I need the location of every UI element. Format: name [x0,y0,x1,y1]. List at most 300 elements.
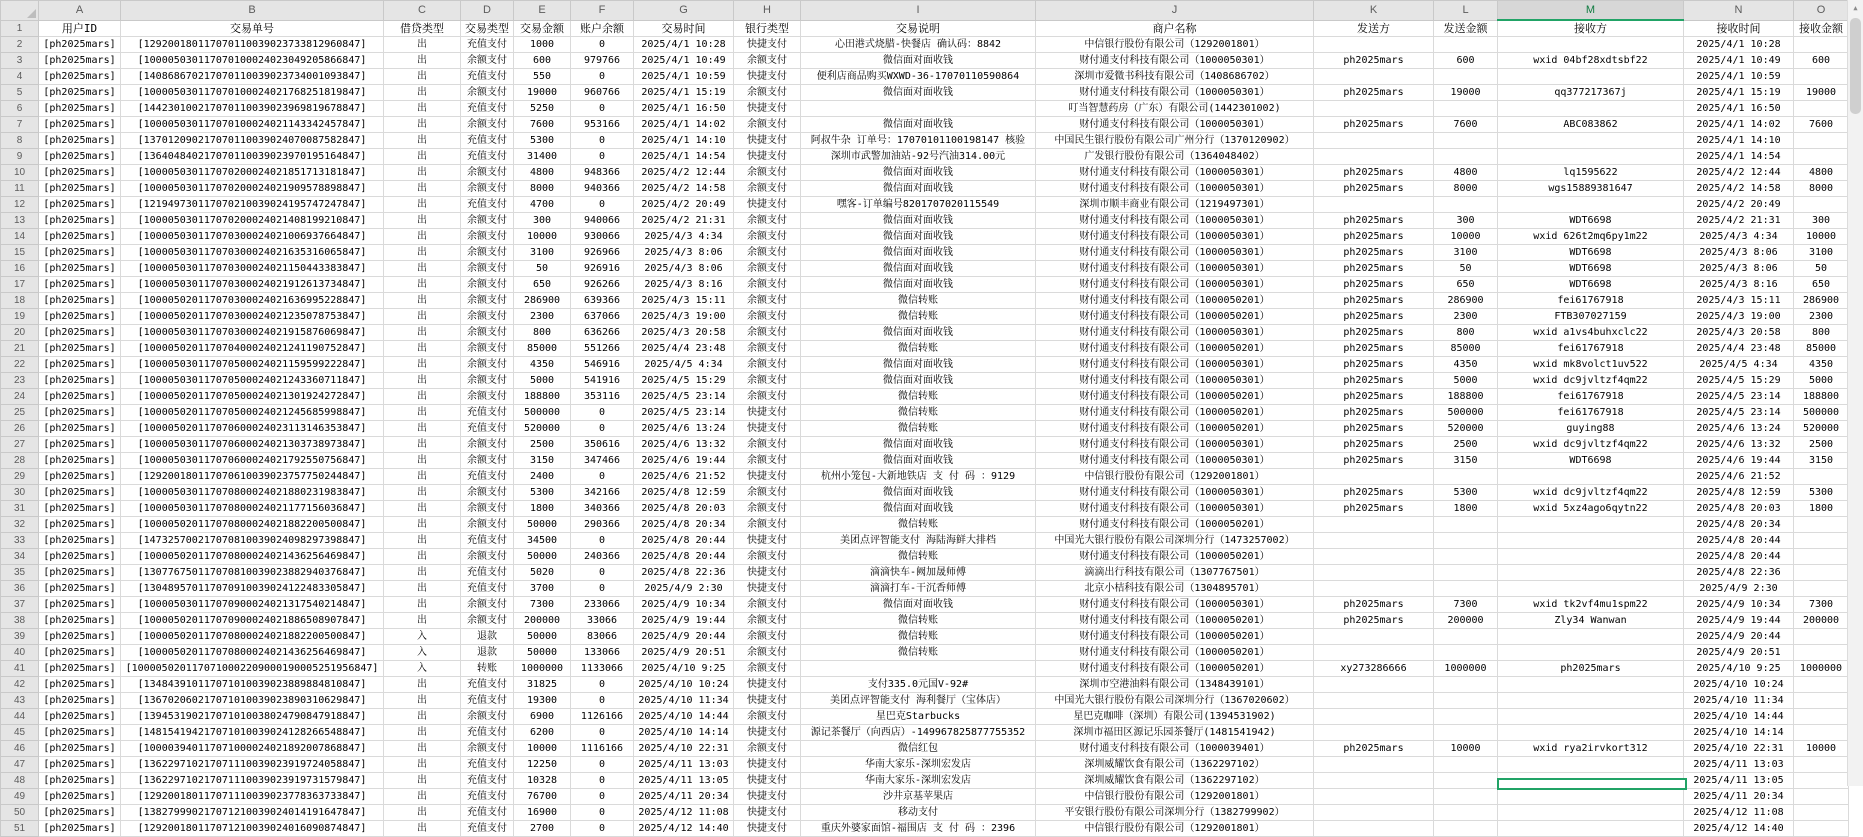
cell-I[interactable]: 微信面对面收钱 [801,597,1036,613]
row-header-32[interactable]: 32 [1,517,39,533]
cell-F[interactable]: 0 [571,693,634,709]
cell-J[interactable]: 财付通支付科技有限公司（1000050301） [1036,181,1314,197]
cell-J[interactable]: 财付通支付科技有限公司（1000050301） [1036,373,1314,389]
cell-K[interactable]: ph2025mars [1314,293,1434,309]
row-header-6[interactable]: 6 [1,101,39,117]
cell-B[interactable]: [129200180117070610039023757750244847] [121,469,384,485]
cell-H[interactable]: 快捷支付 [734,421,801,437]
cell-I[interactable]: 微信转账 [801,293,1036,309]
cell-I[interactable]: 深圳市武警加油站-92号汽油314.00元 [801,149,1036,165]
cell-C[interactable]: 出 [384,597,461,613]
cell-B[interactable]: [100005030117070300024021006937664847] [121,229,384,245]
cell-G[interactable]: 2025/4/11 13:03 [634,757,734,773]
cell-F[interactable]: 0 [571,101,634,117]
cell-F[interactable]: 83066 [571,629,634,645]
cell-M[interactable] [1498,757,1684,773]
cell-C[interactable]: 出 [384,613,461,629]
cell-H[interactable]: 余额支付 [734,517,801,533]
row-header-12[interactable]: 12 [1,197,39,213]
cell-N[interactable]: 2025/4/10 14:44 [1684,709,1794,725]
cell-C[interactable]: 出 [384,469,461,485]
cell-F[interactable]: 953166 [571,117,634,133]
col-header-D[interactable]: D [461,1,514,21]
row-header-30[interactable]: 30 [1,485,39,501]
cell-H[interactable]: 余额支付 [734,485,801,501]
cell-L[interactable]: 发送金额 [1434,20,1498,37]
cell-B[interactable]: [100005030117070500024021159599222847] [121,357,384,373]
cell-G[interactable]: 2025/4/11 13:05 [634,773,734,789]
cell-J[interactable]: 财付通支付科技有限公司（1000050201） [1036,645,1314,661]
cell-N[interactable]: 2025/4/1 16:50 [1684,101,1794,117]
cell-D[interactable]: 余额支付 [461,597,514,613]
cell-N[interactable]: 2025/4/10 22:31 [1684,741,1794,757]
cell-K[interactable] [1314,581,1434,597]
cell-M[interactable] [1498,149,1684,165]
cell-O[interactable]: 1800 [1794,501,1849,517]
cell-K[interactable] [1314,133,1434,149]
cell-F[interactable]: 541916 [571,373,634,389]
cell-O[interactable] [1794,517,1849,533]
cell-M[interactable]: wxid 626t2mq6py1m22 [1498,229,1684,245]
cell-I[interactable]: 微信面对面收钱 [801,165,1036,181]
cell-I[interactable]: 微信转账 [801,309,1036,325]
cell-N[interactable]: 2025/4/10 9:25 [1684,661,1794,677]
cell-A[interactable]: [ph2025mars] [39,165,121,181]
cell-I[interactable]: 便利店商品购买WXWD-36-17070110590864 [801,69,1036,85]
cell-N[interactable]: 2025/4/8 12:59 [1684,485,1794,501]
cell-M[interactable]: wxid tk2vf4mu1spm22 [1498,597,1684,613]
cell-H[interactable]: 余额支付 [734,549,801,565]
cell-O[interactable]: 650 [1794,277,1849,293]
cell-G[interactable]: 2025/4/1 14:54 [634,149,734,165]
cell-D[interactable]: 余额支付 [461,613,514,629]
cell-D[interactable]: 余额支付 [461,549,514,565]
cell-H[interactable]: 银行类型 [734,20,801,37]
cell-D[interactable]: 充值支付 [461,149,514,165]
cell-I[interactable]: 移动支付 [801,805,1036,821]
cell-F[interactable]: 551266 [571,341,634,357]
cell-N[interactable]: 2025/4/6 13:32 [1684,437,1794,453]
cell-N[interactable]: 2025/4/11 13:03 [1684,757,1794,773]
cell-D[interactable]: 余额支付 [461,85,514,101]
cell-E[interactable]: 3700 [514,581,571,597]
cell-I[interactable]: 微信面对面收钱 [801,213,1036,229]
cell-D[interactable]: 余额支付 [461,309,514,325]
cell-A[interactable]: [ph2025mars] [39,741,121,757]
row-header-41[interactable]: 41 [1,661,39,677]
cell-O[interactable] [1794,133,1849,149]
cell-L[interactable] [1434,565,1498,581]
cell-H[interactable]: 余额支付 [734,261,801,277]
cell-D[interactable]: 充值支付 [461,821,514,837]
cell-O[interactable]: 1000000 [1794,661,1849,677]
cell-O[interactable] [1794,677,1849,693]
cell-F[interactable]: 926966 [571,245,634,261]
cell-K[interactable] [1314,789,1434,805]
cell-N[interactable]: 接收时间 [1684,20,1794,37]
cell-I[interactable]: 微信面对面收钱 [801,485,1036,501]
row-header-29[interactable]: 29 [1,469,39,485]
cell-J[interactable]: 财付通支付科技有限公司（1000050201） [1036,405,1314,421]
cell-B[interactable]: [100005030117070100024021768251819847] [121,85,384,101]
scrollbar-thumb[interactable] [1850,18,1861,114]
cell-M[interactable] [1498,69,1684,85]
row-header-28[interactable]: 28 [1,453,39,469]
cell-C[interactable]: 出 [384,197,461,213]
cell-F[interactable]: 636266 [571,325,634,341]
cell-A[interactable]: [ph2025mars] [39,117,121,133]
cell-H[interactable]: 快捷支付 [734,581,801,597]
cell-K[interactable] [1314,533,1434,549]
cell-E[interactable]: 7600 [514,117,571,133]
cell-F[interactable]: 0 [571,197,634,213]
cell-C[interactable]: 出 [384,789,461,805]
cell-O[interactable] [1794,101,1849,117]
cell-A[interactable]: [ph2025mars] [39,293,121,309]
cell-I[interactable]: 滴滴快车-阙加晟师傅 [801,565,1036,581]
cell-I[interactable]: 微信面对面收钱 [801,229,1036,245]
cell-J[interactable]: 深圳威耀饮食有限公司（1362297102） [1036,773,1314,789]
cell-J[interactable]: 中国民生银行股份有限公司广州分行（1370120902） [1036,133,1314,149]
cell-C[interactable]: 出 [384,709,461,725]
cell-N[interactable]: 2025/4/11 13:05 [1684,773,1794,789]
cell-J[interactable]: 财付通支付科技有限公司（1000050201） [1036,293,1314,309]
cell-G[interactable]: 2025/4/8 20:44 [634,533,734,549]
cell-M[interactable] [1498,821,1684,837]
cell-G[interactable]: 2025/4/3 19:00 [634,309,734,325]
cell-M[interactable]: fei61767918 [1498,405,1684,421]
cell-H[interactable]: 快捷支付 [734,101,801,117]
cell-M[interactable]: lq1595622 [1498,165,1684,181]
cell-M[interactable] [1498,517,1684,533]
cell-K[interactable] [1314,197,1434,213]
cell-O[interactable]: 4800 [1794,165,1849,181]
cell-C[interactable]: 出 [384,53,461,69]
cell-C[interactable]: 出 [384,341,461,357]
cell-I[interactable]: 微信转账 [801,613,1036,629]
cell-I[interactable]: 微信面对面收钱 [801,85,1036,101]
cell-C[interactable]: 出 [384,245,461,261]
cell-C[interactable]: 出 [384,677,461,693]
cell-H[interactable]: 余额支付 [734,245,801,261]
cell-H[interactable]: 余额支付 [734,501,801,517]
cell-K[interactable]: ph2025mars [1314,181,1434,197]
cell-L[interactable] [1434,469,1498,485]
cell-J[interactable]: 财付通支付科技有限公司（1000050201） [1036,661,1314,677]
cell-H[interactable]: 余额支付 [734,357,801,373]
cell-N[interactable]: 2025/4/2 14:58 [1684,181,1794,197]
cell-H[interactable]: 快捷支付 [734,37,801,53]
cell-H[interactable]: 余额支付 [734,597,801,613]
cell-C[interactable]: 出 [384,517,461,533]
cell-D[interactable]: 余额支付 [461,165,514,181]
cell-C[interactable]: 出 [384,357,461,373]
cell-L[interactable]: 5000 [1434,373,1498,389]
row-header-36[interactable]: 36 [1,581,39,597]
col-header-K[interactable]: K [1314,1,1434,21]
cell-O[interactable] [1794,821,1849,837]
cell-C[interactable]: 出 [384,373,461,389]
select-all-corner[interactable] [1,1,39,21]
row-header-18[interactable]: 18 [1,293,39,309]
cell-K[interactable] [1314,37,1434,53]
cell-A[interactable]: [ph2025mars] [39,85,121,101]
cell-J[interactable]: 财付通支付科技有限公司（1000050301） [1036,117,1314,133]
cell-O[interactable]: 接收金额 [1794,20,1849,37]
cell-J[interactable]: 财付通支付科技有限公司（1000050301） [1036,597,1314,613]
col-header-C[interactable]: C [384,1,461,21]
cell-C[interactable]: 出 [384,133,461,149]
cell-L[interactable] [1434,693,1498,709]
cell-M[interactable] [1498,549,1684,565]
cell-L[interactable] [1434,69,1498,85]
cell-I[interactable]: 微信面对面收钱 [801,245,1036,261]
cell-B[interactable]: [147325700217070810039024098297398847] [121,533,384,549]
cell-D[interactable]: 充值支付 [461,565,514,581]
cell-N[interactable]: 2025/4/4 23:48 [1684,341,1794,357]
cell-B[interactable]: [100005030117070300024021635316065847] [121,245,384,261]
cell-O[interactable] [1794,37,1849,53]
cell-C[interactable]: 出 [384,165,461,181]
cell-E[interactable]: 31825 [514,677,571,693]
cell-J[interactable]: 中信银行股份有限公司（1292001801） [1036,821,1314,837]
cell-M[interactable]: wxid dc9jvltzf4qm22 [1498,485,1684,501]
cell-N[interactable]: 2025/4/9 20:51 [1684,645,1794,661]
cell-J[interactable]: 财付通支付科技有限公司（1000050301） [1036,325,1314,341]
cell-N[interactable]: 2025/4/3 15:11 [1684,293,1794,309]
cell-O[interactable] [1794,629,1849,645]
cell-D[interactable]: 余额支付 [461,293,514,309]
cell-O[interactable]: 7600 [1794,117,1849,133]
cell-F[interactable]: 0 [571,773,634,789]
cell-L[interactable]: 2300 [1434,309,1498,325]
row-header-50[interactable]: 50 [1,805,39,821]
cell-G[interactable]: 2025/4/3 8:06 [634,261,734,277]
cell-E[interactable]: 5250 [514,101,571,117]
cell-C[interactable]: 出 [384,549,461,565]
cell-O[interactable] [1794,757,1849,773]
cell-C[interactable]: 借贷类型 [384,20,461,37]
cell-C[interactable]: 出 [384,117,461,133]
cell-J[interactable]: 北京小桔科技有限公司（1304895701） [1036,581,1314,597]
cell-F[interactable]: 639366 [571,293,634,309]
cell-K[interactable]: ph2025mars [1314,485,1434,501]
cell-H[interactable]: 快捷支付 [734,789,801,805]
cell-L[interactable] [1434,709,1498,725]
cell-N[interactable]: 2025/4/5 15:29 [1684,373,1794,389]
cell-B[interactable]: [100005020117070800024021882200500847] [121,629,384,645]
cell-B[interactable]: [100005030117070800024021177156036847] [121,501,384,517]
cell-N[interactable]: 2025/4/6 21:52 [1684,469,1794,485]
cell-A[interactable]: [ph2025mars] [39,277,121,293]
cell-K[interactable] [1314,821,1434,837]
cell-J[interactable]: 财付通支付科技有限公司（1000050301） [1036,85,1314,101]
cell-E[interactable]: 2500 [514,437,571,453]
cell-A[interactable]: [ph2025mars] [39,325,121,341]
cell-D[interactable]: 余额支付 [461,485,514,501]
cell-L[interactable] [1434,533,1498,549]
cell-J[interactable]: 商户名称 [1036,20,1314,37]
row-header-37[interactable]: 37 [1,597,39,613]
row-header-22[interactable]: 22 [1,357,39,373]
cell-F[interactable]: 960766 [571,85,634,101]
cell-G[interactable]: 2025/4/12 14:40 [634,821,734,837]
cell-J[interactable]: 财付通支付科技有限公司（1000050301） [1036,229,1314,245]
cell-A[interactable]: [ph2025mars] [39,629,121,645]
cell-D[interactable]: 充值支付 [461,405,514,421]
cell-J[interactable]: 叮当智慧药房（广东）有限公司(1442301002) [1036,101,1314,117]
cell-K[interactable]: ph2025mars [1314,501,1434,517]
cell-B[interactable]: [100005020117070500024021245685998847] [121,405,384,421]
cell-O[interactable]: 200000 [1794,613,1849,629]
cell-N[interactable]: 2025/4/8 22:36 [1684,565,1794,581]
cell-L[interactable]: 3100 [1434,245,1498,261]
cell-I[interactable]: 微信转账 [801,421,1036,437]
cell-J[interactable]: 财付通支付科技有限公司（1000050301） [1036,437,1314,453]
row-header-44[interactable]: 44 [1,709,39,725]
cell-L[interactable] [1434,757,1498,773]
cell-N[interactable]: 2025/4/12 14:40 [1684,821,1794,837]
cell-N[interactable]: 2025/4/6 19:44 [1684,453,1794,469]
cell-D[interactable]: 充值支付 [461,773,514,789]
cell-L[interactable]: 85000 [1434,341,1498,357]
cell-J[interactable]: 平安银行股份有限公司深圳分行（1382799902） [1036,805,1314,821]
cell-L[interactable]: 50 [1434,261,1498,277]
cell-M[interactable] [1498,805,1684,821]
cell-O[interactable]: 10000 [1794,741,1849,757]
cell-K[interactable] [1314,149,1434,165]
cell-E[interactable]: 50000 [514,517,571,533]
cell-L[interactable]: 500000 [1434,405,1498,421]
cell-K[interactable]: ph2025mars [1314,117,1434,133]
cell-N[interactable]: 2025/4/6 13:24 [1684,421,1794,437]
col-header-G[interactable]: G [634,1,734,21]
cell-L[interactable]: 8000 [1434,181,1498,197]
cell-D[interactable]: 充值支付 [461,805,514,821]
cell-K[interactable] [1314,549,1434,565]
cell-K[interactable]: ph2025mars [1314,389,1434,405]
row-header-21[interactable]: 21 [1,341,39,357]
cell-E[interactable]: 8000 [514,181,571,197]
cell-G[interactable]: 2025/4/10 22:31 [634,741,734,757]
cell-C[interactable]: 出 [384,565,461,581]
cell-H[interactable]: 余额支付 [734,373,801,389]
cell-N[interactable]: 2025/4/1 15:19 [1684,85,1794,101]
cell-D[interactable]: 充值支付 [461,469,514,485]
cell-I[interactable] [801,101,1036,117]
cell-O[interactable]: 2500 [1794,437,1849,453]
cell-O[interactable] [1794,549,1849,565]
cell-M[interactable]: WDT6698 [1498,277,1684,293]
cell-H[interactable]: 快捷支付 [734,805,801,821]
cell-G[interactable]: 2025/4/1 10:59 [634,69,734,85]
cell-F[interactable]: 33066 [571,613,634,629]
cell-C[interactable]: 出 [384,805,461,821]
cell-H[interactable]: 快捷支付 [734,693,801,709]
cell-F[interactable]: 353116 [571,389,634,405]
cell-N[interactable]: 2025/4/10 14:14 [1684,725,1794,741]
cell-I[interactable]: 微信红包 [801,741,1036,757]
row-header-40[interactable]: 40 [1,645,39,661]
cell-I[interactable]: 美团点评智能支付 海利餐厅（宝体店） [801,693,1036,709]
cell-O[interactable]: 8000 [1794,181,1849,197]
cell-B[interactable]: [134843910117071010039023889884810847] [121,677,384,693]
cell-D[interactable]: 余额支付 [461,389,514,405]
cell-E[interactable]: 12250 [514,757,571,773]
cell-G[interactable]: 2025/4/1 16:50 [634,101,734,117]
cell-D[interactable]: 余额支付 [461,117,514,133]
row-header-8[interactable]: 8 [1,133,39,149]
row-header-45[interactable]: 45 [1,725,39,741]
cell-K[interactable]: ph2025mars [1314,277,1434,293]
row-header-3[interactable]: 3 [1,53,39,69]
cell-K[interactable]: ph2025mars [1314,741,1434,757]
cell-C[interactable]: 出 [384,277,461,293]
cell-D[interactable]: 充值支付 [461,421,514,437]
cell-M[interactable] [1498,693,1684,709]
cell-G[interactable]: 2025/4/6 19:44 [634,453,734,469]
cell-M[interactable]: WDT6698 [1498,245,1684,261]
cell-B[interactable]: [100005030117070100024023049205866847] [121,53,384,69]
row-header-5[interactable]: 5 [1,85,39,101]
cell-A[interactable]: [ph2025mars] [39,389,121,405]
cell-E[interactable]: 300 [514,213,571,229]
cell-N[interactable]: 2025/4/9 2:30 [1684,581,1794,597]
cell-M[interactable]: 接收方 [1498,20,1684,37]
cell-I[interactable]: 华南大家乐-深圳宏发店 [801,757,1036,773]
cell-H[interactable]: 余额支付 [734,613,801,629]
cell-F[interactable]: 0 [571,789,634,805]
cell-E[interactable]: 520000 [514,421,571,437]
cell-O[interactable] [1794,645,1849,661]
cell-H[interactable]: 快捷支付 [734,757,801,773]
row-header-13[interactable]: 13 [1,213,39,229]
cell-B[interactable]: [129200180117071110039023778363733847] [121,789,384,805]
cell-G[interactable]: 2025/4/4 23:48 [634,341,734,357]
cell-H[interactable]: 余额支付 [734,277,801,293]
cell-A[interactable]: [ph2025mars] [39,581,121,597]
cell-F[interactable]: 账户余额 [571,20,634,37]
cell-C[interactable]: 出 [384,405,461,421]
cell-I[interactable]: 心田港式烧腊-快餐店 确认码：8842 [801,37,1036,53]
cell-B[interactable]: [144230100217070110039023969819678847] [121,101,384,117]
cell-L[interactable] [1434,725,1498,741]
cell-M[interactable] [1498,133,1684,149]
cell-K[interactable] [1314,677,1434,693]
cell-E[interactable]: 200000 [514,613,571,629]
cell-N[interactable]: 2025/4/1 10:49 [1684,53,1794,69]
cell-O[interactable]: 85000 [1794,341,1849,357]
row-header-1[interactable]: 1 [1,20,39,37]
cell-B[interactable]: [100005020117070500024021301924272847] [121,389,384,405]
cell-E[interactable]: 10328 [514,773,571,789]
cell-M[interactable] [1498,581,1684,597]
cell-J[interactable]: 财付通支付科技有限公司（1000050201） [1036,629,1314,645]
cell-B[interactable]: [100005030117070300024021915876069847] [121,325,384,341]
cell-F[interactable]: 546916 [571,357,634,373]
cell-L[interactable]: 5300 [1434,485,1498,501]
cell-O[interactable]: 520000 [1794,421,1849,437]
cell-A[interactable]: [ph2025mars] [39,213,121,229]
cell-A[interactable]: [ph2025mars] [39,661,121,677]
cell-A[interactable]: [ph2025mars] [39,437,121,453]
cell-C[interactable]: 出 [384,149,461,165]
cell-N[interactable]: 2025/4/3 20:58 [1684,325,1794,341]
cell-N[interactable]: 2025/4/1 14:02 [1684,117,1794,133]
cell-M[interactable]: FTB307027159 [1498,309,1684,325]
cell-H[interactable]: 余额支付 [734,645,801,661]
cell-O[interactable]: 286900 [1794,293,1849,309]
